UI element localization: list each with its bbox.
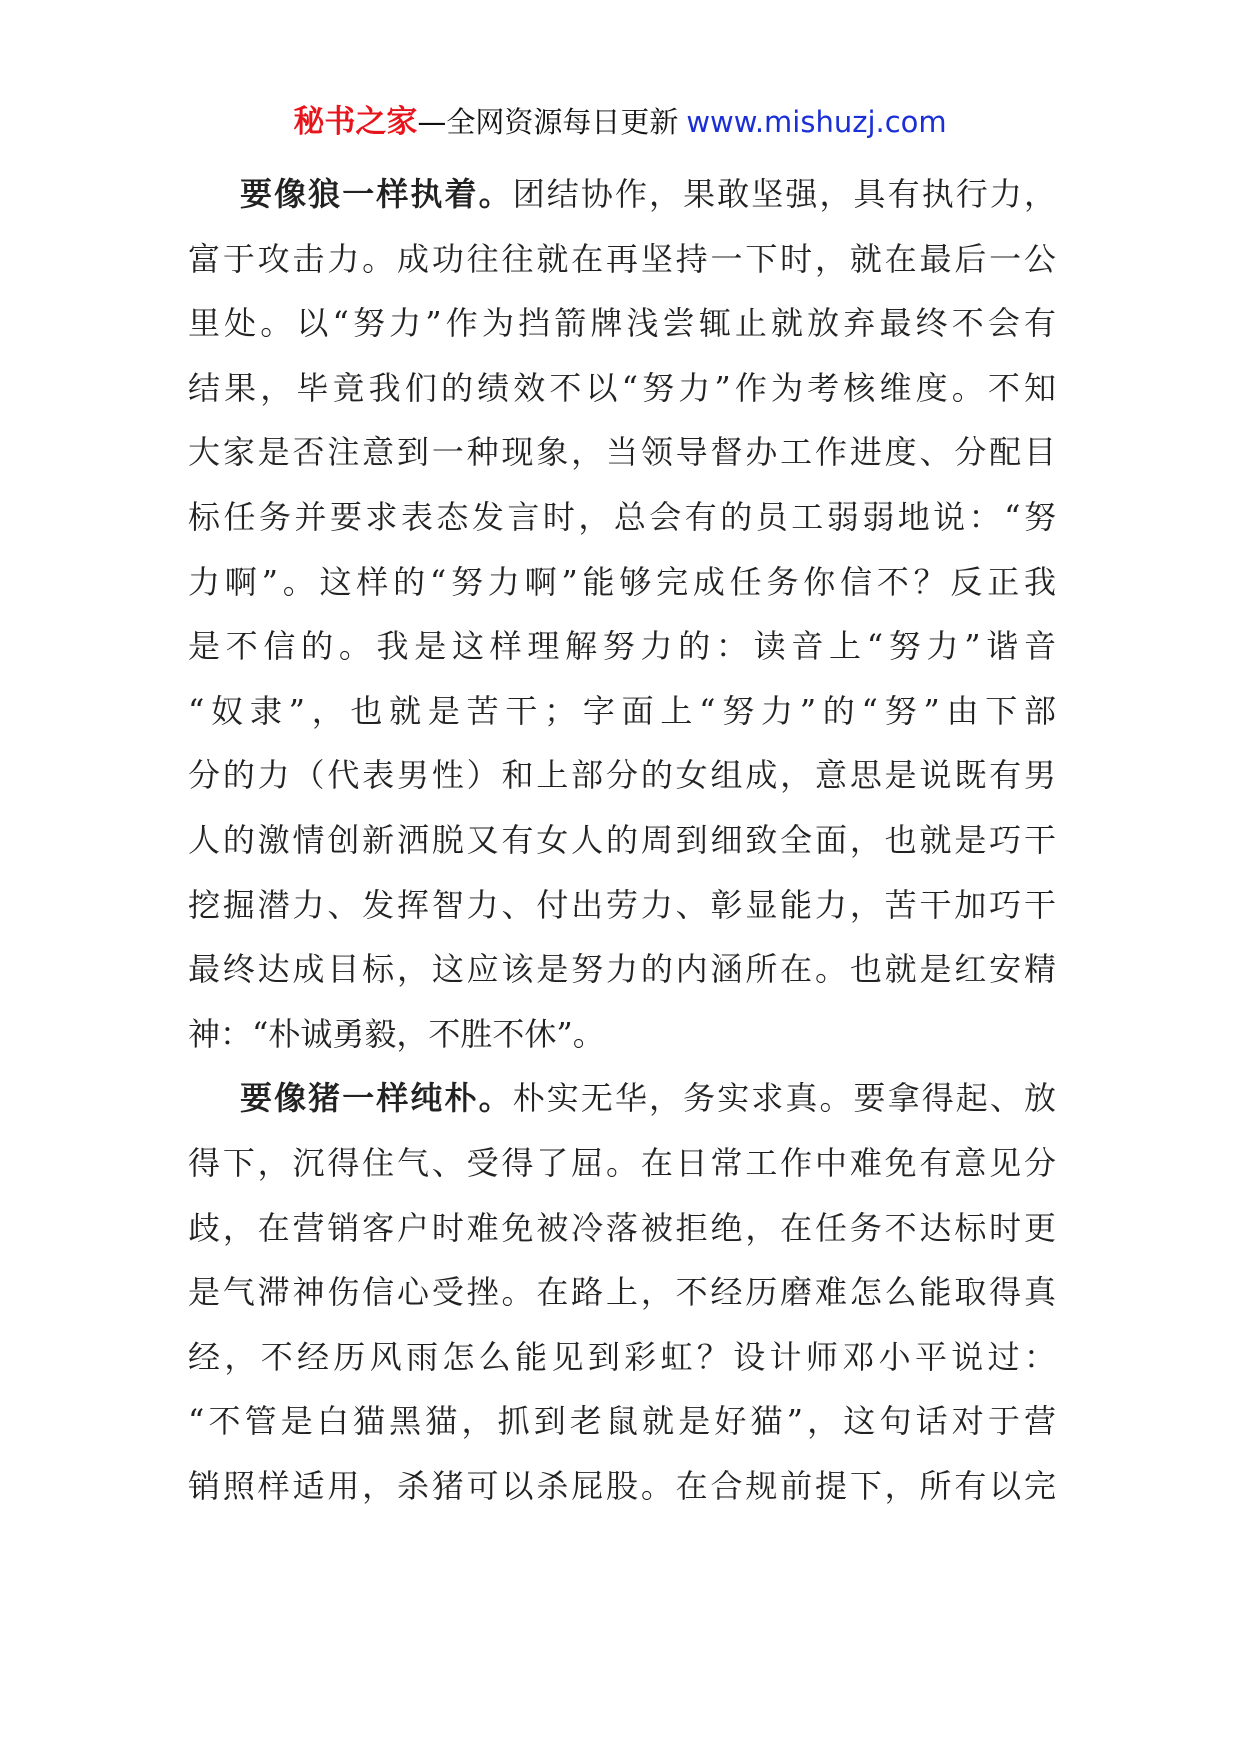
paragraph-line: 结果，毕竟我们的绩效不以“努力”作为考核维度。不知 (188, 368, 1056, 407)
paragraph-line: 得下，沉得住气、受得了屈。在日常工作中难免有意见分 (188, 1143, 1056, 1182)
paragraph-line: 是不信的。我是这样理解努力的：读音上“努力”谐音 (188, 627, 1056, 666)
paragraph-line: 歧，在营销客户时难免被冷落被拒绝，在任务不达标时更 (188, 1208, 1056, 1247)
paragraph-line: 大家是否注意到一种现象，当领导督办工作进度、分配目 (188, 433, 1056, 472)
paragraph-line: 销照样适用，杀猪可以杀屁股。在合规前提下，所有以完 (188, 1466, 1056, 1505)
paragraph-lead: 要像狼一样执着。 (240, 175, 513, 213)
paragraph-line: “奴隶”，也就是苦干；字面上“努力”的“努”由下部 (188, 691, 1056, 730)
paragraph-line: 富于攻击力。成功往往就在再坚持一下时，就在最后一公 (188, 239, 1056, 278)
paragraph-line: 经，不经历风雨怎么能见到彩虹？设计师邓小平说过： (188, 1337, 1056, 1376)
paragraph-line: “不管是白猫黑猫，抓到老鼠就是好猫”，这句话对于营 (188, 1402, 1056, 1441)
paragraph-line: 人的激情创新洒脱又有女人的周到细致全面，也就是巧干 (188, 820, 1056, 859)
paragraph-text: 朴实无华，务实求真。要拿得起、放 (512, 1079, 1056, 1118)
paragraph-line: 是气滞神伤信心受挫。在路上，不经历磨难怎么能取得真 (188, 1273, 1056, 1312)
paragraph-line: 分的力（代表男性）和上部分的女组成，意思是说既有男 (188, 756, 1056, 795)
paragraph-line: 力啊”。这样的“努力啊”能够完成任务你信不？反正我 (188, 562, 1056, 601)
paragraph-line: 神：“朴诚勇毅，不胜不休”。 (188, 1014, 605, 1053)
header-tagline: —全网资源每日更新 (417, 105, 679, 139)
paragraph-line: 挖掘潜力、发挥智力、付出劳力、彰显能力，苦干加巧干 (188, 885, 1056, 924)
paragraph-line: 里处。以“努力”作为挡箭牌浅尝辄止就放弃最终不会有 (188, 304, 1056, 343)
page-header (0, 100, 1240, 144)
paragraph-line: 标任务并要求表态发言时，总会有的员工弱弱地说：“努 (188, 497, 1056, 536)
paragraph-line (188, 1066, 1056, 1131)
brand-name: 秘书之家 (293, 104, 418, 140)
site-url[interactable]: www.mishuzj.com (686, 105, 947, 139)
paragraph-text: 团结协作，果敢坚强，具有执行力， (512, 175, 1056, 213)
document-body (188, 162, 1056, 1518)
paragraph-line (188, 162, 1056, 227)
paragraph-lead: 要像猪一样纯朴。 (240, 1079, 513, 1118)
paragraph-line: 最终达成目标，这应该是努力的内涵所在。也就是红安精 (188, 950, 1056, 989)
